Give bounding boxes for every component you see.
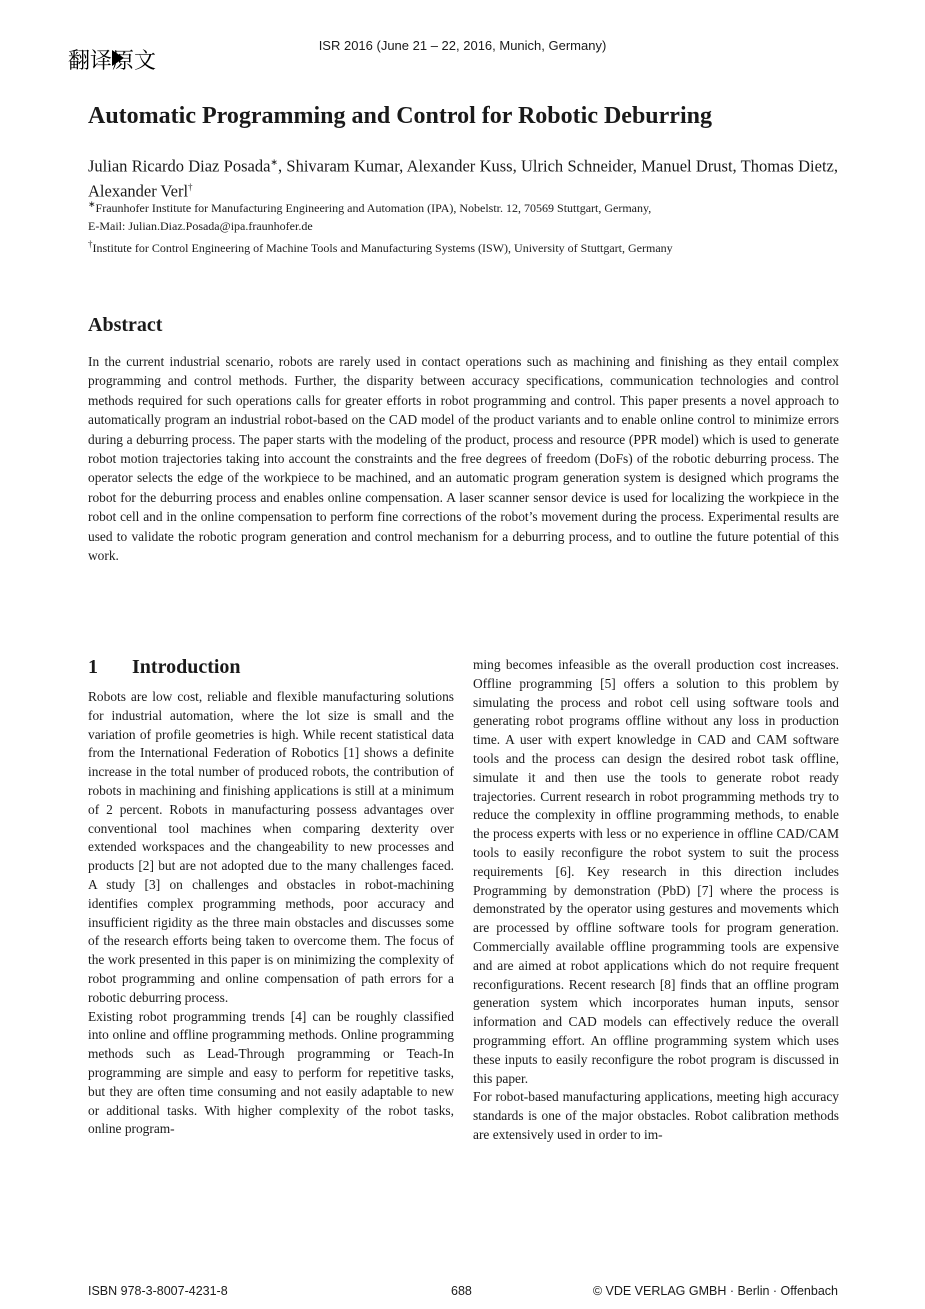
affiliation-ipa: Fraunhofer Institute for Manufacturing Engineering and Automation (IPA), Nobelstr. 12, 70569 Stuttgart, Germany, (95, 201, 652, 215)
isbn: ISBN 978-3-8007-4231-8 (88, 1284, 228, 1298)
paragraph: ming becomes infeasible as the overall production cost increases. Offline programming [5] offers a solution to this problem by simulating the process and robot cell using software tools and generating robot programs offline without any loss in production time. A user with expert knowledge in CAD and CAM software tools and the process can design the desired robot task offline, simulate it and then use the tools to generate robot ready trajectories. Current research in robot programming methods try to reduce the complexity in offline programming methods, to enable the process experts with less or no experience in offline CAD/CAM tools to easily reconfigure the robot system to suit the process requirements [6]. Key research in this direction includes Programming by demonstration (PbD) [7] where the process is demonstrated by the operator using gestures and movements which are processed by offline software tools for program generation. Commercially available offline programming tools are expensive and are aimed at robot applications which do not require frequent reconfigurations. Recent research [8] finds that an offline program generation system which incorporates human inputs, sensor information and CAD models can effectively reduce the overall programming effort. An offline programming system which uses these inputs to easily reconfigure the robot program is discussed in this paper. (473, 657, 839, 1086)
page-number: 688 (451, 1284, 472, 1298)
authors (88, 152, 838, 201)
affiliations (88, 195, 838, 257)
running-head: ISR 2016 (June 21 – 22, 2016, Munich, Germany) (318, 38, 607, 53)
affil-mark: † (88, 239, 93, 249)
abstract-text: In the current industrial scenario, robots are rarely used in contact operations such as machining and finishing as they entail complex programming and control methods. Further, the disparity between accuracy specifications, communication technologies and control methods required for such operations calls for greater efforts in robot programming and control. This paper presents a novel approach to automatically program an industrial robot-based on the CAD model of the product variants and to enable online control to minimize errors during a deburring process. The paper starts with the modeling of the product, process and resource (PPR model) which is used to generate robot motion trajectories taking into account the constraints and the free degrees of freedom (DoFs) of the robotic deburring process. The operator selects the edge of the workpiece to be machined, and an automatic program generation system is designed which programs the robot for the deburring process and enables online compensation. A laser scanner sensor device is used for localizing the workpiece in the robot cell and in the online compensation to perform fine corrections of the robot’s movement during the process. Experimental results are used to validate the robotic program generation and control mechanism for a deburring process, and to outline the future potential of this work. (88, 354, 839, 564)
paragraph: For robot-based manufacturing applications, meeting high accuracy standards is one of the major obstacles. Robot calibration methods are extensively used in order to im- (473, 1089, 839, 1142)
section-title: Introduction (132, 656, 241, 678)
publisher: © VDE VERLAG GMBH · Berlin · Offenbach (592, 1284, 838, 1298)
author-first: Julian Ricardo Diaz Posada (88, 156, 271, 176)
paragraph: Robots are low cost, reliable and flexible manufacturing solutions for industrial automation, where the lot size is small and the variation of profile geometries is high. While recent statistical data from the International Federation of Robotics [1] shows a definite increase in the total number of produced robots, the contribution of robots in machining and finishing applications is still at a minimum of 2 percent. Robots in manufacturing possess advantages over conventional tool machines when comparing dexterity over extended workspaces and the changeability to new processes and products [2] but are not adopted due to the many challenges faced. A study [3] on challenges and obstacles in robot-machining identifies complex programming methods, poor accuracy and insufficient rigidity as the three main obstacles and discusses some of the research efforts being taken to overcome them. The focus of the work presented in this paper is on minimizing the complexity of robot programming and online compensation of path errors for a robotic deburring process. (88, 689, 454, 1005)
affil-mark: ∗ (88, 199, 96, 209)
left-column (88, 688, 454, 1139)
right-column (473, 656, 839, 1145)
paragraph: Existing robot programming trends [4] can be roughly classified into online and offline programming methods. Online programming methods such as Lead-Through programming or Teach-In programming are simple and easy to perform for repetitive tasks, but they are often time consuming and not easily adaptable to new or additional tasks. With higher complexity of the robot tasks, online program- (88, 1008, 454, 1137)
translate-label: 翻译原文 (68, 49, 157, 74)
affil-mark: † (188, 181, 193, 192)
paper-title: Automatic Programming and Control for Robotic Deburring (88, 103, 712, 129)
affiliation-isw: Institute for Control Engineering of Machine Tools and Manufacturing Systems (ISW), University of Stuttgart, Germany (92, 241, 673, 255)
abstract-heading: Abstract (88, 314, 163, 336)
section-number: 1 (88, 656, 98, 678)
authors-rest: , Shivaram Kumar, Alexander Kuss, Ulrich Schneider, Manuel Drust, Thomas Dietz, Alexander Verl (88, 156, 838, 200)
section-heading (88, 656, 241, 679)
email: E-Mail: Julian.Diaz.Posada@ipa.fraunhofer.de (88, 219, 313, 233)
affil-mark: ∗ (270, 157, 278, 167)
